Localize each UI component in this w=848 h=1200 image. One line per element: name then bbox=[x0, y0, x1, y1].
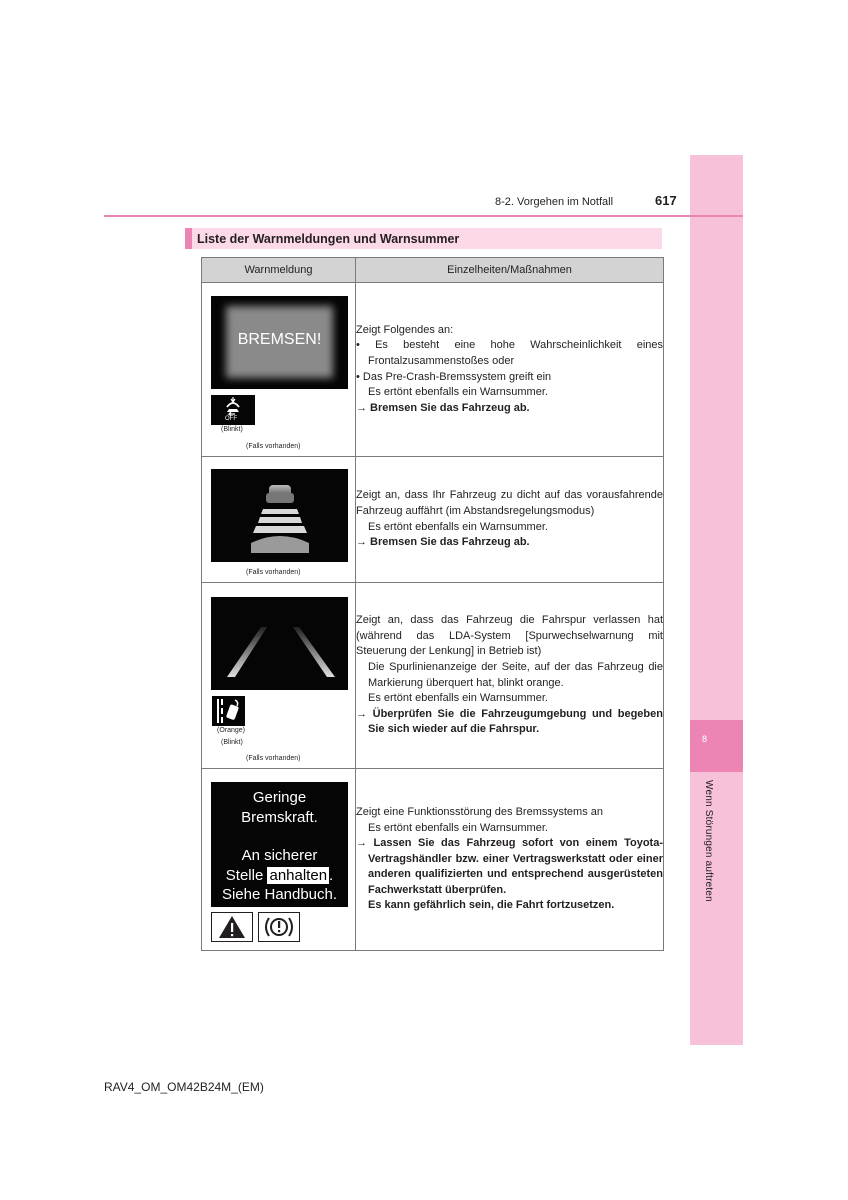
section-title: Liste der Warnmeldungen und Warnsummer bbox=[197, 232, 460, 246]
table-row bbox=[202, 769, 664, 951]
lda-icon bbox=[212, 696, 245, 726]
availability-note: (Falls vorhanden) bbox=[246, 443, 301, 450]
screen-line: Siehe Handbuch. bbox=[221, 886, 338, 903]
page-number: 617 bbox=[655, 193, 677, 208]
screen-word: . bbox=[329, 866, 334, 884]
table-row bbox=[202, 457, 664, 583]
screen-line: Geringe bbox=[252, 789, 307, 806]
chapter-number: 8 bbox=[702, 734, 708, 744]
warning-details bbox=[356, 283, 664, 457]
warning-table bbox=[201, 257, 664, 951]
document-code: RAV4_OM_OM42B24M_(EM) bbox=[104, 1080, 264, 1094]
action-line: → Bremsen Sie das Fahrzeug ab. bbox=[356, 401, 530, 414]
color-note: (Orange) bbox=[217, 727, 246, 734]
distance-warning-screen bbox=[211, 469, 348, 562]
icon-label: OFF bbox=[225, 416, 237, 422]
screen-line-group bbox=[211, 866, 348, 886]
chapter-number-tab bbox=[690, 720, 743, 772]
detail-line: Es ertönt ebenfalls ein Warnsummer. bbox=[368, 692, 548, 705]
screen-word: Stelle bbox=[225, 866, 264, 884]
warning-image-cell bbox=[202, 457, 356, 583]
col-header-details: Einzelheiten/Maßnahmen bbox=[356, 258, 664, 283]
brake-failure-screen bbox=[211, 782, 348, 907]
detail-line: Es ertönt ebenfalls ein Warnsummer. bbox=[368, 821, 548, 834]
detail-line: Es ertönt ebenfalls ein Warnsummer. bbox=[368, 520, 548, 533]
action-line: → Lassen Sie das Fahrzeug sofort von einem Toyota-Vertragshändler bzw. einer Vertragswerkstatt oder einer anderen qualifizierten und entsprechend ausgerüsteten Fachwerkstatt überprüfen. bbox=[356, 837, 663, 896]
action-line: → Überprüfen Sie die Fahrzeugumgebung und begeben Sie sich wieder auf die Fahrspur. bbox=[356, 707, 663, 736]
brake-warning-screen bbox=[211, 296, 348, 389]
pcs-off-icon bbox=[211, 395, 255, 425]
highlighted-word: anhalten bbox=[269, 866, 328, 884]
detail-bullet: • Das Pre-Crash-Bremssystem greift ein bbox=[356, 370, 552, 383]
availability-note: (Falls vorhanden) bbox=[246, 569, 301, 576]
warning-details bbox=[356, 457, 664, 583]
warning-image-cell bbox=[202, 583, 356, 769]
warning-details bbox=[356, 769, 664, 951]
screen-line: An sicherer bbox=[241, 847, 318, 864]
table-row bbox=[202, 583, 664, 769]
detail-line: Zeigt Folgendes an: bbox=[356, 323, 454, 336]
detail-bullet: • Es besteht eine hohe Wahrscheinlichkeit eines Frontalzusammenstoßes oder bbox=[356, 339, 663, 367]
brake-system-icon bbox=[258, 912, 300, 942]
header-rule bbox=[104, 215, 743, 217]
warning-details bbox=[356, 583, 664, 769]
col-header-warning: Warnmeldung bbox=[202, 258, 356, 283]
screen-line: Bremskraft. bbox=[241, 808, 318, 826]
table-row bbox=[202, 283, 664, 457]
chapter-tab bbox=[690, 155, 743, 1045]
warning-image-cell bbox=[202, 283, 356, 457]
table-header-row bbox=[202, 258, 664, 283]
chapter-title: Wenn Störungen auftreten bbox=[703, 780, 714, 902]
blink-note: (Blinkt) bbox=[221, 739, 243, 746]
screen-text: BREMSEN! bbox=[237, 331, 322, 348]
action-line: Es kann gefährlich sein, die Fahrt fortzusetzen. bbox=[368, 899, 615, 912]
section-title-bar bbox=[185, 228, 662, 249]
detail-line: Zeigt an, dass Ihr Fahrzeug zu dicht auf das vorausfahrende Fahrzeug auffährt (im Abstandsregelungsmodus) bbox=[356, 489, 663, 517]
section-header: 8-2. Vorgehen im Notfall bbox=[495, 196, 614, 208]
detail-line: Die Spurlinienanzeige der Seite, auf der das Fahrzeug die Markierung überquert hat, blinkt orange. bbox=[368, 660, 663, 689]
detail-line: Zeigt an, dass das Fahrzeug die Fahrspur verlassen hat (während das LDA-System [Spurwechselwarnung mit Steuerung der Lenkung] in Betrieb ist) bbox=[356, 614, 663, 658]
warning-image-cell bbox=[202, 769, 356, 951]
warning-triangle-icon bbox=[211, 912, 253, 942]
detail-line: Zeigt eine Funktionsstörung des Bremssystems an bbox=[356, 805, 604, 818]
detail-line: Es ertönt ebenfalls ein Warnsummer. bbox=[368, 386, 548, 399]
lane-departure-screen bbox=[211, 597, 348, 690]
action-line: → Bremsen Sie das Fahrzeug ab. bbox=[356, 536, 530, 549]
blink-note: (Blinkt) bbox=[221, 426, 243, 433]
availability-note: (Falls vorhanden) bbox=[246, 755, 301, 762]
